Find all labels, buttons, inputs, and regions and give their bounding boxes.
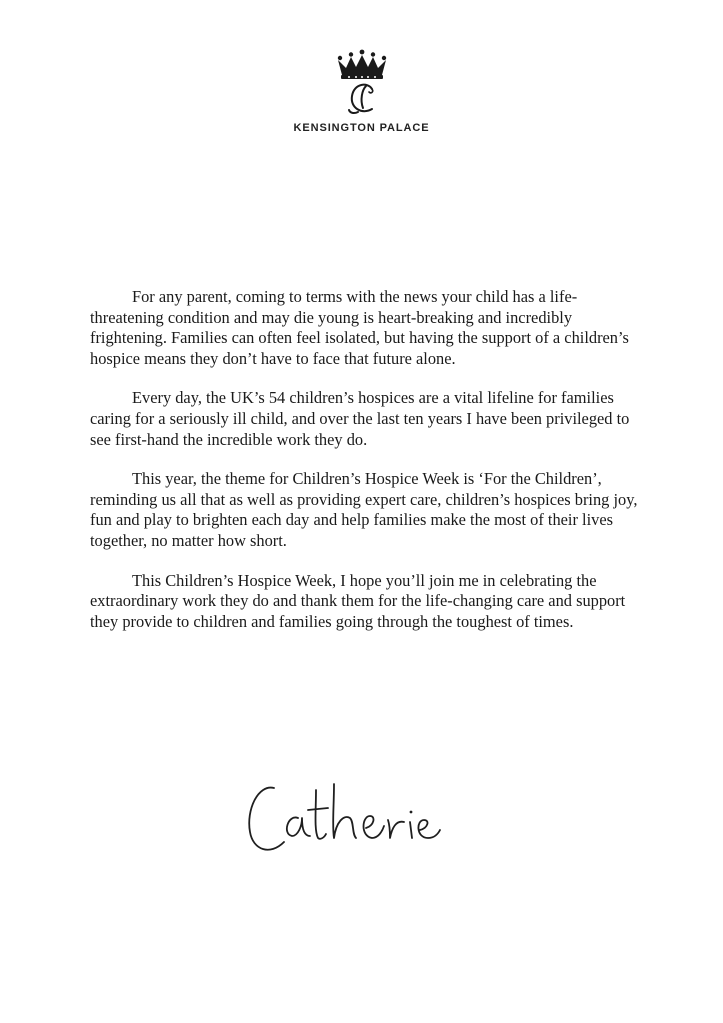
handwritten-signature <box>240 770 450 870</box>
paragraph: This year, the theme for Children’s Hospice Week is ‘For the Children’, reminding us all that as well as providing expert care, children’s hospices bring joy, fun and play to brighten each day and help families make the most of their lives together, no matter how short. <box>90 469 638 550</box>
paragraph: This Children’s Hospice Week, I hope you’ll join me in celebrating the extraordinary work they do and thank them for the life-changing care and support they provide to children and families going through the toughest of times. <box>90 570 626 631</box>
letter-body <box>90 287 650 651</box>
org-name: KENSINGTON PALACE <box>293 122 430 134</box>
crown-cypher-icon <box>322 48 402 120</box>
paragraph: Every day, the UK’s 54 children’s hospices are a vital lifeline for families caring for a seriously ill child, and over the last ten years I have been privileged to see first-hand the incredible work they do. <box>90 388 630 449</box>
letterhead <box>0 48 723 134</box>
paragraph: For any parent, coming to terms with the news your child has a life-threatening condition and may die young is heart-breaking and incredibly frightening. Families can often feel isolated, but having the support of a children’s hospice means they don’t have to face that future alone. <box>90 287 629 368</box>
